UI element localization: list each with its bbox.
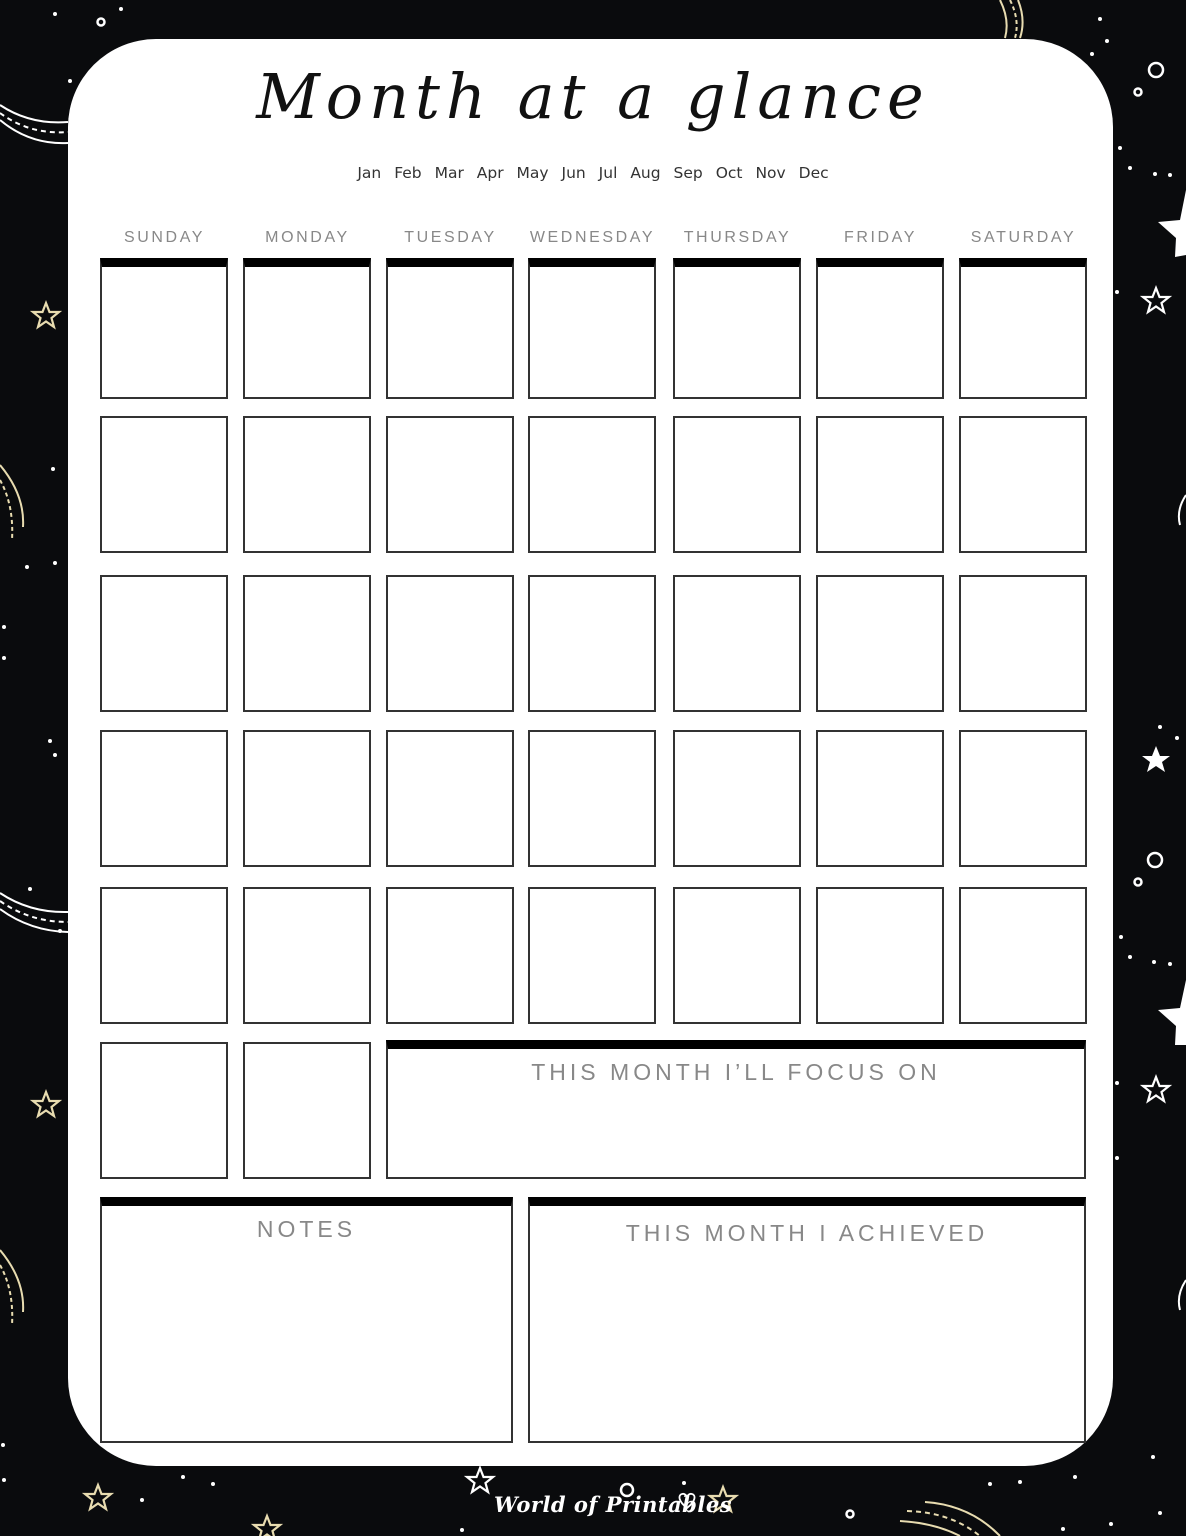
notes-box[interactable] bbox=[100, 1197, 513, 1443]
day-cell[interactable] bbox=[100, 575, 228, 712]
achieved-box[interactable] bbox=[528, 1197, 1086, 1443]
day-cell[interactable] bbox=[100, 1042, 228, 1179]
month-aug[interactable]: Aug bbox=[630, 164, 661, 182]
day-cell[interactable] bbox=[528, 258, 656, 399]
achieved-label: THIS MONTH I ACHIEVED bbox=[625, 1220, 989, 1246]
day-cell[interactable] bbox=[959, 730, 1087, 867]
weekday-tuesday: TUESDAY bbox=[404, 229, 497, 246]
month-feb[interactable]: Feb bbox=[394, 164, 422, 182]
day-cell[interactable] bbox=[100, 258, 228, 399]
logo-circle-icon bbox=[617, 1480, 637, 1500]
day-cell[interactable] bbox=[673, 258, 801, 399]
brand-logo: World of Printables bbox=[494, 1492, 733, 1517]
day-cell[interactable] bbox=[528, 887, 656, 1024]
page-title: Month at a glance bbox=[256, 60, 930, 133]
day-cell[interactable] bbox=[243, 1042, 371, 1179]
day-cell[interactable] bbox=[528, 730, 656, 867]
day-cell[interactable] bbox=[386, 887, 514, 1024]
day-cell[interactable] bbox=[243, 730, 371, 867]
weekday-thursday: THURSDAY bbox=[683, 229, 792, 246]
month-dec[interactable]: Dec bbox=[798, 164, 829, 182]
day-cell[interactable] bbox=[673, 575, 801, 712]
day-cell[interactable] bbox=[243, 575, 371, 712]
month-mar[interactable]: Mar bbox=[434, 164, 464, 182]
day-cell[interactable] bbox=[100, 730, 228, 867]
focus-box[interactable] bbox=[386, 1040, 1086, 1179]
day-cell[interactable] bbox=[959, 416, 1087, 553]
day-cell[interactable] bbox=[386, 575, 514, 712]
day-cell[interactable] bbox=[816, 258, 944, 399]
weekday-sunday: SUNDAY bbox=[123, 229, 206, 246]
day-cell[interactable] bbox=[100, 416, 228, 553]
month-nov[interactable]: Nov bbox=[755, 164, 786, 182]
weekday-monday: MONDAY bbox=[265, 229, 350, 246]
day-cell[interactable] bbox=[673, 887, 801, 1024]
day-cell[interactable] bbox=[386, 258, 514, 399]
day-cell[interactable] bbox=[243, 258, 371, 399]
month-may[interactable]: May bbox=[516, 164, 549, 182]
month-apr[interactable]: Apr bbox=[476, 164, 504, 182]
focus-label: THIS MONTH I’LL FOCUS ON bbox=[531, 1059, 941, 1085]
day-cell[interactable] bbox=[243, 416, 371, 553]
day-cell[interactable] bbox=[528, 575, 656, 712]
day-cell[interactable] bbox=[528, 416, 656, 553]
day-cell[interactable] bbox=[673, 416, 801, 553]
day-cell[interactable] bbox=[386, 416, 514, 553]
month-jun[interactable]: Jun bbox=[561, 164, 586, 182]
month-oct[interactable]: Oct bbox=[715, 164, 743, 182]
day-cell[interactable] bbox=[816, 416, 944, 553]
day-cell[interactable] bbox=[816, 730, 944, 867]
day-cell[interactable] bbox=[243, 887, 371, 1024]
month-jan[interactable]: Jan bbox=[357, 164, 382, 182]
month-jul[interactable]: Jul bbox=[598, 164, 618, 182]
month-sep[interactable]: Sep bbox=[673, 164, 703, 182]
day-cell[interactable] bbox=[816, 887, 944, 1024]
day-cell[interactable] bbox=[959, 575, 1087, 712]
weekday-wednesday: WEDNESDAY bbox=[529, 229, 656, 246]
weekday-saturday: SATURDAY bbox=[970, 229, 1077, 246]
day-cell[interactable] bbox=[959, 258, 1087, 399]
day-cell[interactable] bbox=[100, 887, 228, 1024]
day-cell[interactable] bbox=[816, 575, 944, 712]
day-cell[interactable] bbox=[386, 730, 514, 867]
month-selector bbox=[0, 164, 1186, 182]
notes-label: NOTES bbox=[256, 1216, 357, 1242]
day-cell[interactable] bbox=[673, 730, 801, 867]
weekday-friday: FRIDAY bbox=[843, 229, 918, 246]
day-cell[interactable] bbox=[959, 887, 1087, 1024]
heart-icon bbox=[676, 1491, 698, 1511]
